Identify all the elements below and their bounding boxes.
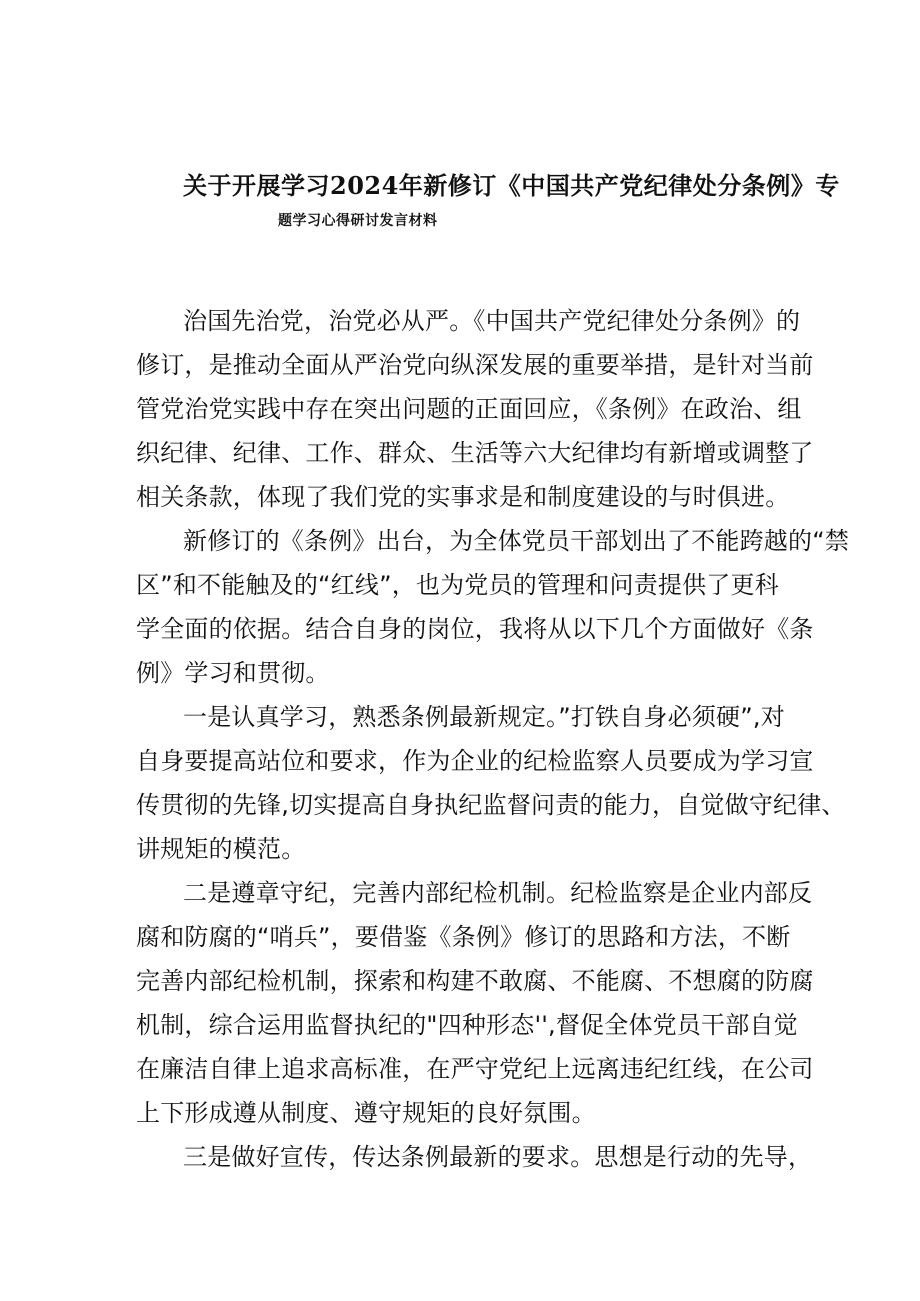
body-line: 上下形成遵从制度、遵守规矩的良好氛围。 <box>136 1099 596 1127</box>
body-line: 区”和不能触及的“红线”，也为党员的管理和问责提供了更科 <box>136 571 779 599</box>
body-line: 完善内部纪检机制，探索和构建不敢腐、不能腐、不想腐的防腐 <box>136 967 814 995</box>
body-line: 例》学习和贯彻。 <box>136 659 330 687</box>
body-line: 学全面的依据。结合自身的岗位，我将从以下几个方面做好《条 <box>136 615 814 643</box>
body-line: 二是遵章守纪，完善内部纪检机制。纪检监察是企业内部反 <box>183 879 813 907</box>
body-line: 腐和防腐的“哨兵”，要借鉴《条例》修订的思路和方法，不断 <box>136 923 791 951</box>
body-line: 一是认真学习，熟悉条例最新规定。”打铁自身必须硬”,对 <box>183 703 785 731</box>
body-line: 三是做好宣传，传达条例最新的要求。思想是行动的先导， <box>183 1143 813 1171</box>
body-line: 在廉洁自律上追求高标准，在严守党纪上远离违纪红线，在公司 <box>136 1055 814 1083</box>
body-line: 相关条款，体现了我们党的实事求是和制度建设的与时俱进。 <box>136 483 790 511</box>
body-line: 织纪律、纪律、工作、群众、生活等六大纪律均有新增或调整了 <box>136 439 814 467</box>
body-line: 修订，是推动全面从严治党向纵深发展的重要举措，是针对当前 <box>136 351 814 379</box>
document-title-line-2: 题学习心得研讨发言材料 <box>278 213 438 229</box>
body-line: 机制，综合运用监督执纪的"四种形态'',督促全体党员干部自觉 <box>136 1011 798 1039</box>
body-line: 自身要提高站位和要求，作为企业的纪检监察人员要成为学习宣 <box>136 747 814 775</box>
body-line: 讲规矩的模范。 <box>136 835 306 863</box>
body-line: 管党治党实践中存在突出问题的正面回应，《条例》在政治、组 <box>136 395 802 423</box>
body-line: 新修订的《条例》出台，为全体党员干部划出了不能跨越的“禁 <box>183 527 850 555</box>
body-line: 治国先治党，治党必从严。《中国共产党纪律处分条例》的 <box>183 307 801 335</box>
body-line: 传贯彻的先锋,切实提高自身执纪监督问责的能力，自觉做守纪律、 <box>136 791 846 819</box>
document-title-line-1: 关于开展学习2024年新修订《中国共产党纪律处分条例》专 <box>183 171 840 200</box>
